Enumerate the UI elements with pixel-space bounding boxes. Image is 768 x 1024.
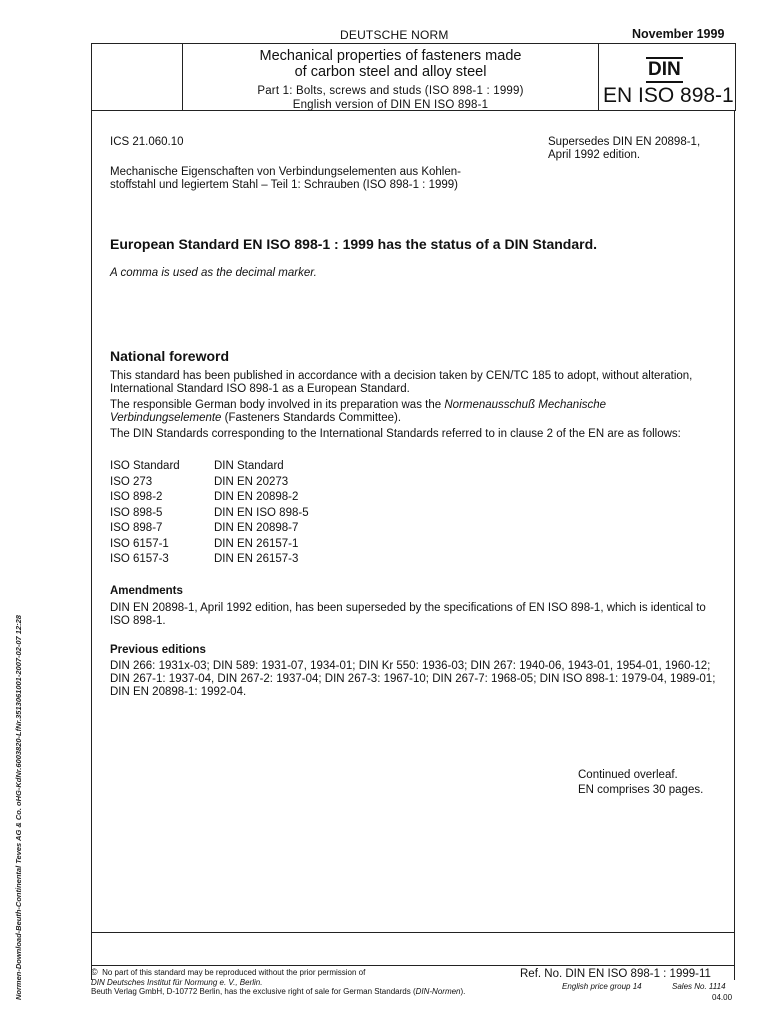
responsible-body: Normenausschuß Mechanische Verbindungselemente <box>110 399 607 424</box>
norm-label: DEUTSCHE NORM <box>340 28 449 42</box>
table-row <box>110 476 309 492</box>
decimal-marker-note: A comma is used as the decimal marker. <box>110 267 317 279</box>
din-cell: DIN EN 26157-1 <box>214 537 299 550</box>
foreword-p2-after: (Fasteners Standards Committee). <box>221 412 402 424</box>
document-title-line1: Mechanical properties of fasteners made <box>259 48 522 64</box>
ics-code: ICS 21.060.10 <box>110 136 184 148</box>
din-cell: DIN EN ISO 898-5 <box>214 506 309 519</box>
german-title <box>110 166 590 192</box>
din-normen: DIN-Normen <box>415 987 461 996</box>
document-version: English version of DIN EN ISO 898-1 <box>292 99 489 111</box>
iso-cell: ISO 898-7 <box>110 522 163 534</box>
document-title-line2: of carbon steel and alloy steel <box>294 64 487 80</box>
copyright-line2: DIN Deutsches Institut für Normung e. V., Berlin. <box>91 977 263 987</box>
copyright-notice <box>91 968 465 997</box>
table-row <box>110 538 309 554</box>
amendments-heading: Amendments <box>110 585 183 597</box>
din-logo: DIN <box>646 57 683 83</box>
left-frame-line <box>91 110 92 980</box>
iso-cell: ISO 273 <box>110 475 153 488</box>
standards-table <box>110 460 309 569</box>
table-row <box>110 507 309 523</box>
previous-editions-heading: Previous editions <box>110 644 206 656</box>
amendments-text: DIN EN 20898-1, April 1992 edition, has been superseded by the specifications of EN ISO 898-1, which is identical to ISO 898-1. <box>110 602 706 627</box>
document-part: Part 1: Bolts, screws and studs (ISO 898-1 : 1999) <box>257 85 524 97</box>
price-group: English price group 14 <box>562 982 642 991</box>
table-row <box>110 522 309 538</box>
download-watermark: Normen-Download-Beuth-Continental Teves AG & Co. oHG-KdNr.6003820-LfNr.3513061001-2007-02-07 12:28 <box>14 615 23 1000</box>
din-cell: DIN EN 20898-7 <box>214 522 299 534</box>
german-title-line1: Mechanische Eigenschaften von Verbindungselementen aus Kohlen- <box>110 166 461 178</box>
copyright-line1: No part of this standard may be reproduced without the prior permission of <box>102 968 366 977</box>
continued-line: Continued overleaf. <box>578 769 678 781</box>
table-row <box>110 491 309 507</box>
status-statement: European Standard EN ISO 898-1 : 1999 has the status of a DIN Standard. <box>110 236 598 252</box>
publication-date: November 1999 <box>632 27 725 41</box>
supersedes-line1: Supersedes DIN EN 20898-1, <box>548 136 701 148</box>
document-number: EN ISO 898-1 <box>603 84 734 107</box>
national-foreword-heading: National foreword <box>110 348 230 364</box>
iso-cell: ISO 898-5 <box>110 506 163 519</box>
edition-code: 04.00 <box>712 993 733 1002</box>
foreword-paragraph-3: The DIN Standards corresponding to the International Standards referred to in clause 2 of the EN are as follows: <box>110 428 681 440</box>
iso-cell: ISO 898-2 <box>110 491 163 503</box>
iso-cell: ISO 6157-3 <box>110 553 169 565</box>
header-divider-right <box>598 43 599 110</box>
foreword-paragraph-1: This standard has been published in accordance with a decision taken by CEN/TC 185 to adopt, without alteration, International Standard ISO 898-1 as a European Standard. <box>110 370 693 395</box>
din-cell: DIN EN 20898-2 <box>214 491 299 503</box>
table-header-iso: ISO Standard <box>110 460 180 472</box>
footer-rule-upper <box>91 932 735 933</box>
reference-number: Ref. No. DIN EN ISO 898-1 : 1999-11 <box>520 968 711 980</box>
table-header-din: DIN Standard <box>214 460 284 472</box>
iso-cell: ISO 6157-1 <box>110 537 169 550</box>
din-cell: DIN EN 20273 <box>214 475 289 488</box>
previous-editions-text: DIN 266: 1931x-03; DIN 589: 1931-07, 1934-01; DIN Kr 550: 1936-03; DIN 267: 1940-06, 1943-01, 1954-01, 1960-12; DIN 267-1: 1937-04, DIN 267-2: 1937-04; DIN 267-3: 1967-10; DIN 267-7: 1968-05; DIN ISO 898-1: 1979-04, 1989-01; DIN EN 20898-1: 1992-04. <box>110 660 716 698</box>
german-title-line2: stoffstahl und legiertem Stahl – Teil 1: Schrauben (ISO 898-1 : 1999) <box>110 179 458 191</box>
sales-number: Sales No. 1114 <box>672 982 726 991</box>
din-cell: DIN EN 26157-3 <box>214 553 299 565</box>
copyright-line3 <box>91 987 465 997</box>
footer-rule-lower <box>91 965 735 966</box>
foreword-paragraph-2 <box>110 399 720 425</box>
copyright-line3-before: Beuth Verlag GmbH, D-10772 Berlin, has the exclusive right of sale for German Standards ( <box>91 987 416 996</box>
supersedes-note <box>548 136 700 162</box>
document-title-block <box>183 48 598 112</box>
table-header-row <box>110 460 309 476</box>
continued-note <box>578 768 703 798</box>
supersedes-line2: April 1992 edition. <box>548 149 641 161</box>
page-count-line: EN comprises 30 pages. <box>578 784 704 796</box>
foreword-p2-before: The responsible German body involved in its preparation was the <box>110 399 445 411</box>
copyright-icon: © <box>91 967 98 977</box>
right-frame-line <box>734 110 735 980</box>
table-row <box>110 553 309 569</box>
copyright-line3-after: ). <box>460 987 466 996</box>
